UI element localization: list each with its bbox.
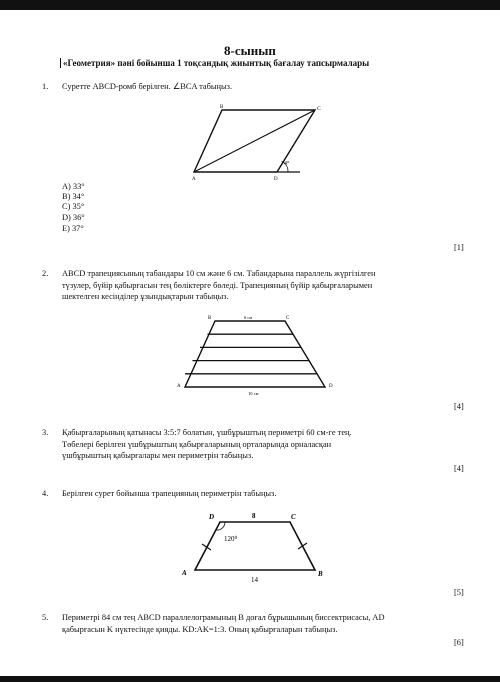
vertex-d: D [209,513,215,521]
page-title: 8-сынып [224,43,276,58]
page-subtitle: «Геометрия» пәні бойынша 1 тоқсандық жиынтық бағалау тапсырмалары [60,58,369,68]
vertex-a: A [177,384,181,389]
vertex-d: D [274,177,278,182]
answer-option-d[interactable]: D) 36° [62,213,85,222]
top-base-label: 6 см [244,315,253,320]
question-3-number: 3. [42,428,49,437]
tick-mark-right [298,543,307,549]
question-3-line-1: Қабырғаларының қатынасы 3:5:7 болатын, үшбұрыштың периметрі 60 см-ге тең. [62,428,352,437]
vertex-c: C [291,513,296,521]
question-1-mark: [1] [454,243,464,252]
trapezoid-perimeter-figure [170,505,340,590]
question-5-number: 5. [42,613,49,622]
question-3-line-2: Төбелері берілген үшбұрыштың қабырғаларының орталарында орналасқан [62,440,332,449]
question-2-line-2: түзулер, бүйір қабырғасын тең бөліктерге бөледі. Трапецияның бүйір қабырғаларымен [62,281,373,290]
question-2-line-3: шектелген кесінділер ұзындықтарын табыңыз. [62,292,229,301]
trapezoid-outline [195,522,315,570]
vertex-a: A [192,177,196,182]
question-4-mark: [5] [454,588,464,597]
top-base-label: 8 [252,512,256,520]
answer-option-b[interactable]: B) 34° [62,192,85,201]
question-1-text: Суретте ABCD-ромб берілген. ∠BCA табыңыз. [62,82,233,91]
vertex-d: D [329,384,333,389]
answer-option-c[interactable]: C) 35° [62,202,85,211]
top-bar [0,0,500,10]
bottom-base-label: 10 см [248,391,259,396]
vertex-c: C [317,106,321,112]
question-2-mark: [4] [454,402,464,411]
vertex-a: A [182,569,187,577]
question-5-line-2: қабырғасын K нүктесінде қияды. KD:AK=1:3. Оның қабырғаларын табыңыз. [62,625,338,634]
bottom-base-label: 14 [251,576,258,584]
trapezoid-parallel-figure [170,313,350,398]
question-3-line-3: үшбұрыштың қабырғалары мен периметрін табыңыз. [62,451,254,460]
trapezoid-outline [185,321,325,387]
question-2-line-1: ABCD трапециясының табандары 10 см және 6 см. Табандарына параллель жүргізілген [62,269,376,278]
bottom-bar [0,676,500,682]
rhombus-figure [180,102,340,182]
question-4-text: Берілген сурет бойынша трапецияның периметрін табыңыз. [62,489,277,498]
question-1-number: 1. [42,82,49,91]
question-4-number: 4. [42,489,49,498]
vertex-b: B [208,316,212,321]
question-5-line-1: Периметрі 84 см тең ABCD параллелограмының B доғал бұрышының биссектрисасы, AD [62,613,385,622]
answer-option-e[interactable]: E) 37° [62,224,84,233]
angle-label: 74° [281,161,290,167]
rhombus-diagonal-ac [194,110,315,172]
angle-label: 120⁰ [224,535,238,543]
vertex-b: B [220,105,224,110]
question-2-number: 2. [42,269,49,278]
vertex-c: C [286,316,290,321]
question-5-mark: [6] [454,638,464,647]
question-3-mark: [4] [454,464,464,473]
vertex-b: B [318,570,323,578]
answer-option-a[interactable]: A) 33° [62,182,85,191]
